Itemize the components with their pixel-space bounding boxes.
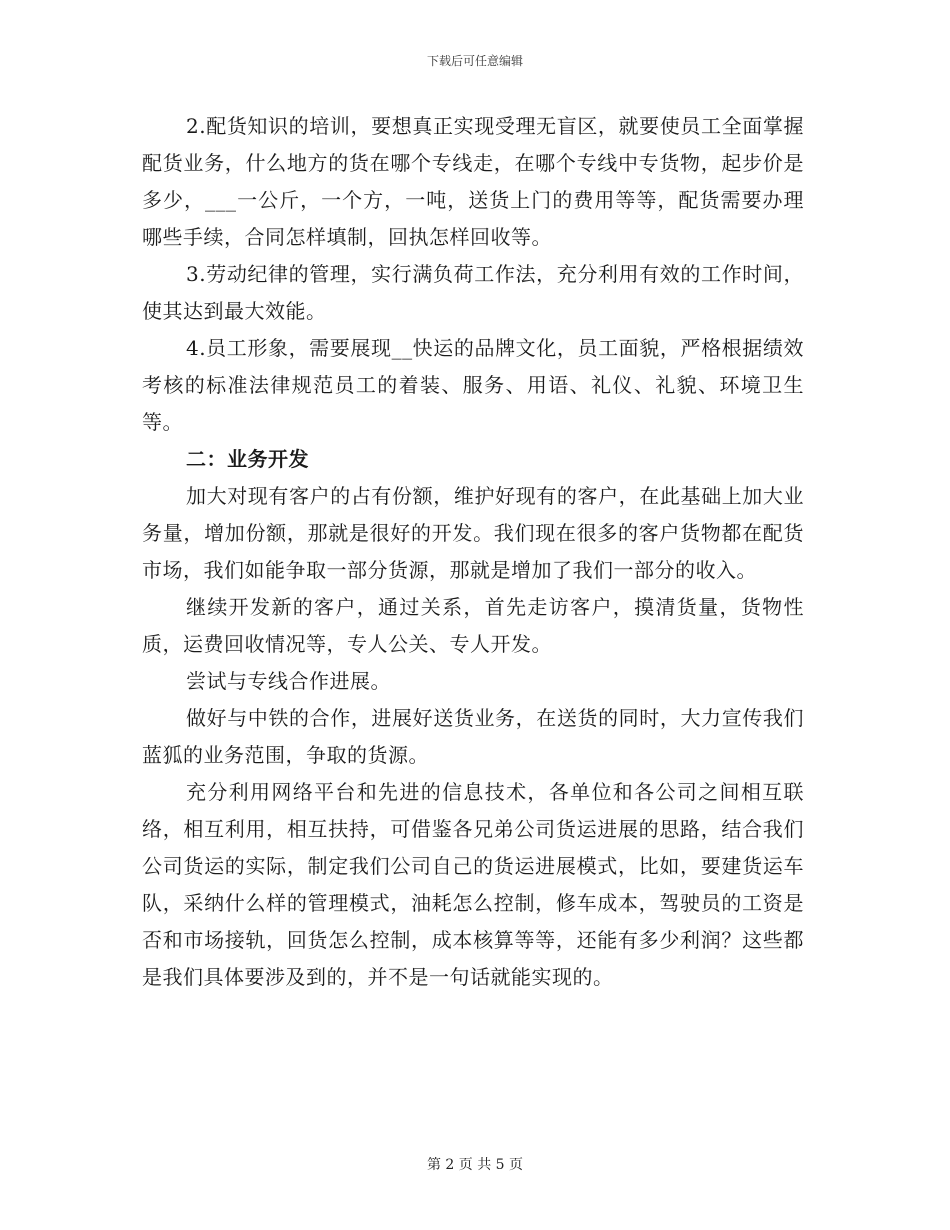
paragraph-existing-clients: 加大对现有客户的占有份额，维护好现有的客户，在此基础上加大业务量，增加份额，那就是很好的开发。我们现在很多的客户货物都在配货市场，我们如能争取一部分货源，那就是增加了我们一部分的收入。 — [142, 484, 804, 582]
paragraph-railway-cooperation: 做好与中铁的合作，进展好送货业务，在送货的同时，大力宣传我们蓝狐的业务范围，争取的货源。 — [142, 706, 804, 767]
section-heading-business-development: 二：业务开发 — [186, 447, 309, 471]
page-number: 第 2 页 共 5 页 — [426, 1157, 524, 1173]
paragraph-labor-discipline: 3.劳动纪律的管理，实行满负荷工作法，充分利用有效的工作时间，使其达到最大效能。 — [142, 262, 804, 323]
paragraph-staff-image: 4.员工形象，需要展现__快运的品牌文化，员工面貌，严格根据绩效考核的标准法律规范员工的着装、服务、用语、礼仪、礼貌、环境卫生等。 — [142, 336, 804, 434]
page-header: 下载后可任意编辑 — [426, 54, 523, 68]
document-body — [142, 108, 804, 996]
paragraph-new-clients: 继续开发新的客户，通过关系，首先走访客户，摸清货量，货物性质，运费回收情况等，专人公关、专人开发。 — [142, 595, 804, 656]
paragraph-line-cooperation: 尝试与专线合作进展。 — [186, 669, 391, 693]
paragraph-network-platform: 充分利用网络平台和先进的信息技术，各单位和各公司之间相互联络，相互利用，相互扶持，可借鉴各兄弟公司货运进展的思路，结合我们公司货运的实际，制定我们公司自己的货运进展模式，比如，要建货运车队，采纳什么样的管理模式，油耗怎么控制，修车成本，驾驶员的工资是否和市场接轨，回货怎么控制，成本核算等等，还能有多少利润？这些都是我们具体要涉及到的，并不是一句话就能实现的。 — [142, 780, 804, 989]
paragraph-training: 2.配货知识的培训，要想真正实现受理无盲区，就要使员工全面掌握配货业务，什么地方的货在哪个专线走，在哪个专线中专货物，起步价是多少，___一公斤，一个方，一吨，送货上门的费用等等，配货需要办理哪些手续，合同怎样填制，回执怎样回收等。 — [142, 114, 804, 249]
